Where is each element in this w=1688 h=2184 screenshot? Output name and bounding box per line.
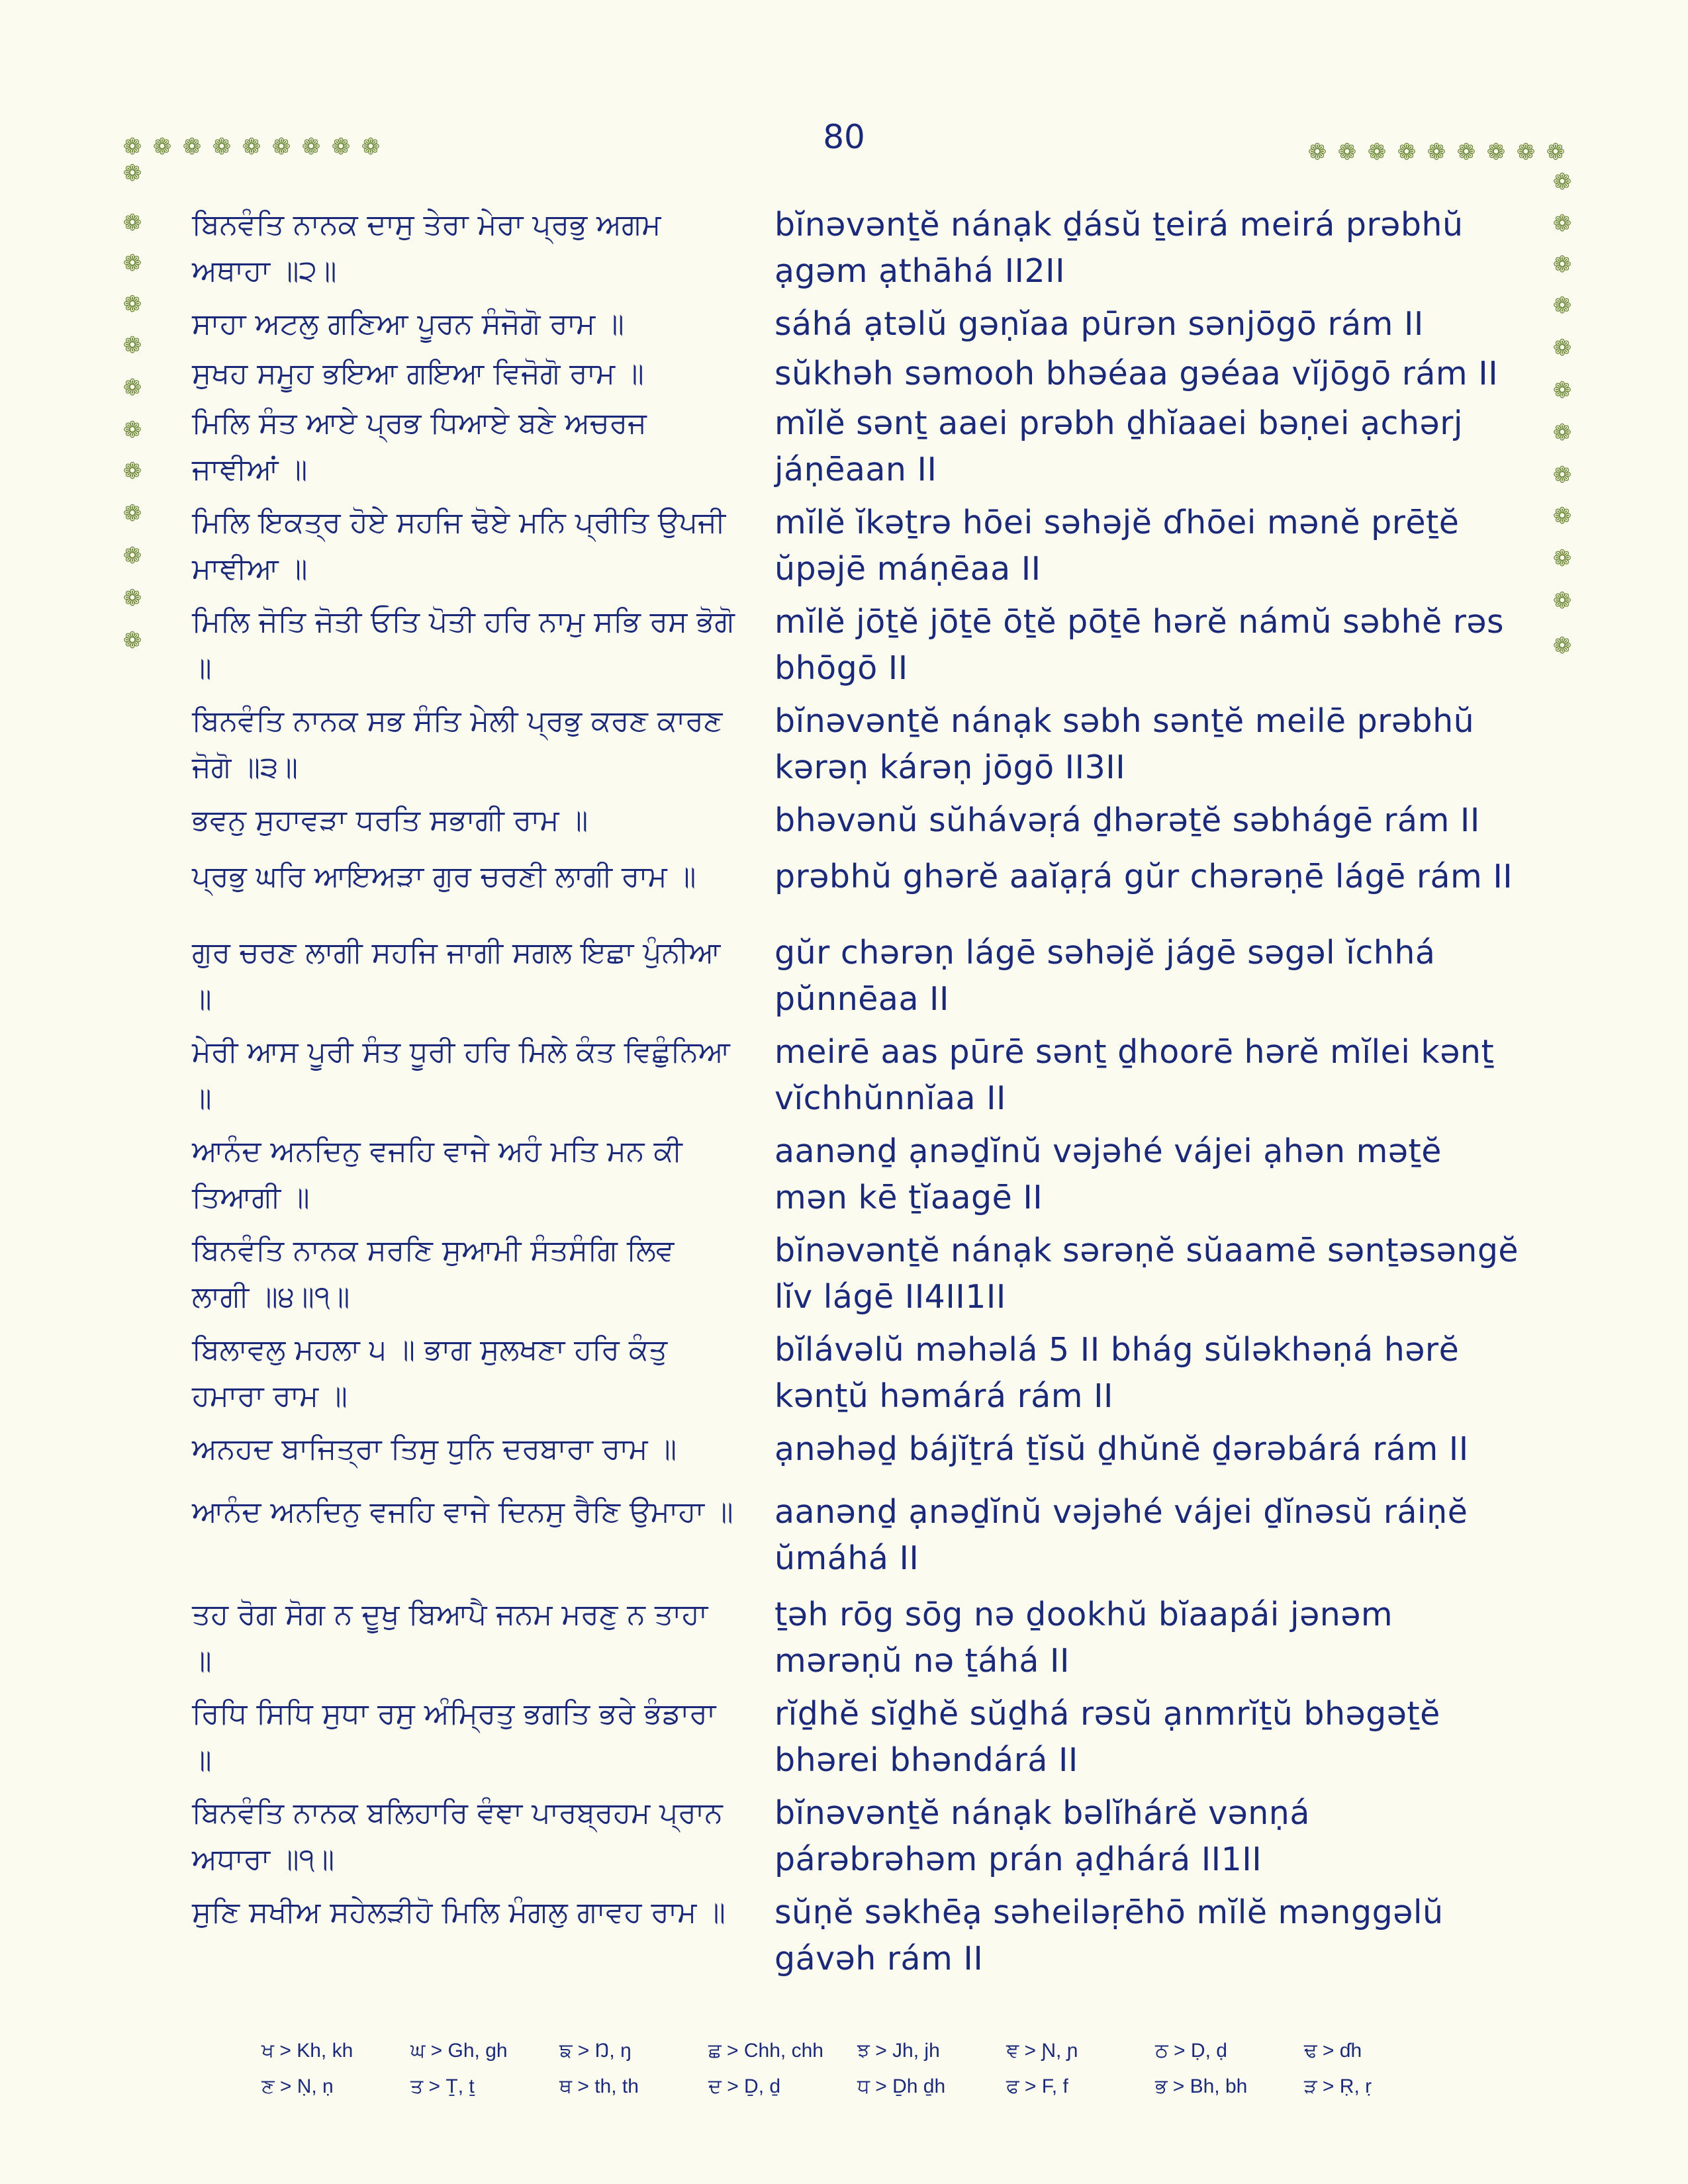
verse-row xyxy=(192,854,1523,900)
gurmukhi-line: ਬਿਨਵੰਤਿ ਨਾਨਕ ਸਭ ਸੰਤਿ ਮੇਲੀ ਪ੍ਰਭੁ ਕਰਣ ਕਾਰਣ ਜੋਗੋ ॥੩॥ xyxy=(192,704,723,784)
gurmukhi-line: ਮਿਲਿ ਸੰਤ ਆਏ ਪ੍ਰਭ ਧਿਆਏ ਬਣੇ ਅਚਰਜ ਜਾਞੀਆਂ ॥ xyxy=(192,406,647,486)
flower-icon: ❁ xyxy=(1397,139,1417,165)
verse-row xyxy=(192,797,1523,844)
flower-icon: ❁ xyxy=(1552,462,1572,488)
legend-item: ਢ > ɗh xyxy=(1304,2040,1362,2062)
flower-icon: ❁ xyxy=(1552,503,1572,529)
verse-row xyxy=(192,202,1523,295)
gurmukhi-line: ਮਿਲਿ ਇਕਤ੍ਰ ਹੋਏ ਸਹਜਿ ਢੋਏ ਮਨਿ ਪ੍ਰੀਤਿ ਉਪਜੀ ਮਾਞੀਆ ॥ xyxy=(192,506,726,586)
transliteration-line: ạnəhəḏ bájĭṯrá ṯĭsŭ ḏhŭnĕ ḏərəbárá rám II xyxy=(774,1430,1469,1468)
gurmukhi-line: ਰਿਧਿ ਸਿਧਿ ਸੁਧਾ ਰਸੁ ਅੰਮ੍ਰਿਤੁ ਭਗਤਿ ਭਰੇ ਭੰਡਾਰਾ ॥ xyxy=(192,1697,716,1777)
gurmukhi-line: ਅਨਹਦ ਬਾਜਿਤ੍ਰਾ ਤਿਸੁ ਧੁਨਿ ਦਰਬਾਰਾ ਰਾਮ ॥ xyxy=(192,1432,677,1466)
flower-icon: ❁ xyxy=(122,250,142,277)
flower-icon: ❁ xyxy=(331,134,351,160)
verse-row xyxy=(192,1426,1523,1473)
verse-row xyxy=(192,930,1523,1023)
flower-icon: ❁ xyxy=(122,627,142,654)
flower-icon: ❁ xyxy=(122,210,142,236)
verse-row xyxy=(192,1889,1523,1982)
legend-item: ਙ > Ŋ, ŋ xyxy=(559,2040,632,2062)
legend-item: ਛ > Chh, chh xyxy=(708,2040,823,2062)
flower-icon: ❁ xyxy=(122,458,142,484)
flower-icon: ❁ xyxy=(1552,335,1572,361)
legend-item: ਭ > Bh, bh xyxy=(1155,2075,1248,2097)
legend-item: ਖ > Kh, kh xyxy=(261,2040,353,2062)
flower-icon: ❁ xyxy=(301,134,321,160)
transliteration-line: bĭnəvənṯĕ nánạk ḏásŭ ṯeirá meirá prəbhŭ ạgəm ạthāhá II2II xyxy=(774,206,1464,290)
legend-item: ਘ > Gh, gh xyxy=(410,2040,508,2062)
gurmukhi-line: ਆਨੰਦ ਅਨਦਿਨੁ ਵਜਹਿ ਵਾਜੇ ਅਹੰ ਮਤਿ ਮਨ ਕੀ ਤਿਆਗੀ ॥ xyxy=(192,1134,682,1214)
flower-icon: ❁ xyxy=(1552,588,1572,614)
transliteration-line: bhəvənŭ sŭhávəṛá ḏhərəṯĕ səbhágē rám II xyxy=(774,801,1480,839)
verse-row xyxy=(192,500,1523,592)
legend-item: ਞ > Ɲ, ɲ xyxy=(1006,2040,1078,2062)
flower-icon: ❁ xyxy=(122,500,142,527)
verse-row xyxy=(192,1128,1523,1221)
gurmukhi-line: ਮਿਲਿ ਜੋਤਿ ਜੋਤੀ ਓਤਿ ਪੋਤੀ ਹਰਿ ਨਾਮੁ ਸਭਿ ਰਸ ਭੋਗੋ ॥ xyxy=(192,605,735,685)
flower-icon: ❁ xyxy=(122,134,142,160)
legend-item: ੜ > Ṛ, ṛ xyxy=(1304,2075,1372,2097)
flower-icon: ❁ xyxy=(212,134,232,160)
gurmukhi-line: ਸਾਹਾ ਅਟਲੁ ਗਣਿਆ ਪੂਰਨ ਸੰਜੋਗੋ ਰਾਮ ॥ xyxy=(192,307,624,341)
verse-row xyxy=(192,698,1523,791)
flower-icon: ❁ xyxy=(122,375,142,401)
flower-icon: ❁ xyxy=(1486,139,1506,165)
gurmukhi-line: ਬਿਨਵੰਤਿ ਨਾਨਕ ਬਲਿਹਾਰਿ ਵੰਞਾ ਪਾਰਬ੍ਰਹਮ ਪ੍ਰਾਨ ਅਧਾਰਾ ॥੧॥ xyxy=(192,1796,723,1876)
legend-item: ਤ > Ṯ, ṯ xyxy=(410,2075,475,2097)
flower-icon: ❁ xyxy=(1307,139,1327,165)
verse-row xyxy=(192,301,1523,347)
flower-icon: ❁ xyxy=(1367,139,1387,165)
gurmukhi-line: ਗੁਰ ਚਰਣ ਲਾਗੀ ਸਹਜਿ ਜਾਗੀ ਸਗਲ ਇਛਾ ਪੁੰਨੀਆ ॥ xyxy=(192,936,721,1016)
flower-icon: ❁ xyxy=(1552,251,1572,278)
transliteration-line: rĭḏhĕ sĭḏhĕ sŭḏhá rəsŭ ạnmrĭṯŭ bhəgəṯĕ bhərei bhəndárá II xyxy=(774,1695,1440,1779)
flower-icon: ❁ xyxy=(122,585,142,612)
gurmukhi-line: ਬਿਨਵੰਤਿ ਨਾਨਕ ਦਾਸੁ ਤੇਰਾ ਮੇਰਾ ਪ੍ਰਭੁ ਅਗਮ ਅਥਾਹਾ ॥੨॥ xyxy=(192,208,661,288)
verse-row xyxy=(192,1228,1523,1320)
transliteration-line: mĭlĕ jōṯĕ jōṯē ōṯĕ pōṯē hərĕ námŭ səbhĕ rəs bhōgō II xyxy=(774,603,1505,687)
transliteration-line: mĭlĕ sənṯ aaei prəbh ḏhĭaaei bəṇei ạchərj jáṇēaan II xyxy=(774,404,1463,488)
verse-row xyxy=(192,1691,1523,1784)
flower-icon: ❁ xyxy=(1552,633,1572,659)
verse-row xyxy=(192,1327,1523,1420)
flower-icon: ❁ xyxy=(122,543,142,569)
flower-icon: ❁ xyxy=(1337,139,1357,165)
flower-icon: ❁ xyxy=(122,160,142,187)
flower-icon: ❁ xyxy=(122,417,142,443)
page-number: 80 xyxy=(823,118,865,156)
verse-row xyxy=(192,599,1523,692)
transliteration-line: sŭṇĕ səkhēạ səheiləṛēhō mĭlĕ mənggəlŭ gávəh rám II xyxy=(774,1893,1444,1978)
transliteration-line: bĭnəvənṯĕ nánạk sərəṇĕ sŭaamē sənṯəsəngĕ lĭv lágē II4II1II xyxy=(774,1232,1519,1316)
transliteration-line: sáhá ạtəlŭ gəṇĭaa pūrən sənjōgō rám II xyxy=(774,305,1424,343)
gurmukhi-line: ਮੇਰੀ ਆਸ ਪੂਰੀ ਸੰਤ ਧੂਰੀ ਹਰਿ ਮਿਲੇ ਕੰਤ ਵਿਛੁੰਨਿਆ ॥ xyxy=(192,1035,730,1115)
gurmukhi-line: ਬਿਲਾਵਲੁ ਮਹਲਾ ੫ ॥ ਭਾਗ ਸੁਲਖਣਾ ਹਰਿ ਕੰਤੁ ਹਮਾਰਾ ਰਾਮ ॥ xyxy=(192,1333,667,1413)
gurmukhi-line: ਆਨੰਦ ਅਨਦਿਨੁ ਵਜਹਿ ਵਾਜੇ ਦਿਨਸੁ ਰੈਣਿ ਉਮਾਹਾ ॥ xyxy=(192,1495,733,1529)
transliteration-line: gŭr chərəṇ lágē səhəjĕ jágē səgəl ĭchhá pŭnnēaa II xyxy=(774,934,1436,1018)
transliteration-legend xyxy=(261,2033,1453,2105)
verse-row xyxy=(192,1592,1523,1684)
transliteration-line: sŭkhəh səmooh bhəéaa gəéaa vĭjōgō rám II xyxy=(774,355,1499,392)
legend-item: ਠ > Ḍ, ḍ xyxy=(1155,2040,1227,2062)
transliteration-line: mĭlĕ ĭkəṯrə hōei səhəjĕ ɗhōei mənĕ prēṯĕ ŭpəjē máṇēaa II xyxy=(774,504,1460,588)
flower-icon: ❁ xyxy=(122,332,142,359)
transliteration-line: aanənḏ ạnəḏĭnŭ vəjəhé vájei ạhən məṯĕ mən kē ṯĭaagē II xyxy=(774,1132,1442,1216)
flower-icon: ❁ xyxy=(1546,139,1566,165)
transliteration-line: prəbhŭ ghərĕ aaĭạṛá gŭr chərəṇē lágē rám II xyxy=(774,858,1513,895)
legend-item: ਧ > Ḏh ḏh xyxy=(857,2075,946,2097)
legend-item: ਣ > Ṇ, ṇ xyxy=(261,2075,334,2097)
flower-icon: ❁ xyxy=(1427,139,1446,165)
flower-icon: ❁ xyxy=(1552,545,1572,572)
gurmukhi-line: ਸੁਣਿ ਸਖੀਅ ਸਹੇਲੜੀਹੋ ਮਿਲਿ ਮੰਗਲੁ ਗਾਵਹ ਰਾਮ ॥ xyxy=(192,1895,726,1929)
flower-icon: ❁ xyxy=(1552,420,1572,446)
flower-icon: ❁ xyxy=(242,134,261,160)
verse-row xyxy=(192,351,1523,397)
legend-item: ਥ > th, th xyxy=(559,2075,639,2097)
verse-row xyxy=(192,1489,1523,1582)
flower-icon: ❁ xyxy=(271,134,291,160)
transliteration-line: bĭnəvənṯĕ nánạk bəlĭhárĕ vənṇá párəbrəhəm prán ạḏhárá II1II xyxy=(774,1794,1310,1878)
flower-icon: ❁ xyxy=(1552,293,1572,319)
transliteration-line: bĭnəvənṯĕ nánạk səbh sənṯĕ meilē prəbhŭ kərəṇ kárəṇ jōgō II3II xyxy=(774,702,1475,786)
verse-row xyxy=(192,1790,1523,1883)
flower-icon: ❁ xyxy=(152,134,172,160)
transliteration-line: aanənḏ ạnəḏĭnŭ vəjəhé vájei ḏĭnəsŭ ráiṇĕ ŭmáhá II xyxy=(774,1493,1468,1577)
flower-icon: ❁ xyxy=(1552,377,1572,404)
flower-icon: ❁ xyxy=(1516,139,1536,165)
gurmukhi-line: ਭਵਨੁ ਸੁਹਾਵੜਾ ਧਰਤਿ ਸਭਾਗੀ ਰਾਮ ॥ xyxy=(192,803,588,837)
verse-row xyxy=(192,400,1523,493)
legend-item: ਝ > Jh, jh xyxy=(857,2040,940,2062)
gurmukhi-line: ਬਿਨਵੰਤਿ ਨਾਨਕ ਸਰਣਿ ਸੁਆਮੀ ਸੰਤਸੰਗਿ ਲਿਵ ਲਾਗੀ ॥੪॥੧॥ xyxy=(192,1234,675,1314)
flower-icon: ❁ xyxy=(122,291,142,318)
flower-icon: ❁ xyxy=(1552,169,1572,195)
transliteration-line: bĭlávəlŭ məhəlá 5 II bhág sŭləkhəṇá hərĕ kənṯŭ həmárá rám II xyxy=(774,1331,1460,1415)
flower-icon: ❁ xyxy=(182,134,202,160)
gurmukhi-line: ਸੁਖਹ ਸਮੂਹ ਭਇਆ ਗਇਆ ਵਿਜੋਗੋ ਰਾਮ ॥ xyxy=(192,357,644,390)
verse-row xyxy=(192,1029,1523,1122)
flower-icon: ❁ xyxy=(1552,210,1572,237)
legend-item: ਫ > F, f xyxy=(1006,2075,1068,2097)
flower-icon: ❁ xyxy=(361,134,381,160)
legend-item: ਦ > Ḏ, ḏ xyxy=(708,2075,781,2097)
flower-icon: ❁ xyxy=(1456,139,1476,165)
transliteration-line: ṯəh rōg sōg nə ḏookhŭ bĭaapái jənəm mərəṇŭ nə ṯáhá II xyxy=(774,1596,1393,1680)
transliteration-line: meirē aas pūrē sənṯ ḏhoorē hərĕ mĭlei kənṯ vĭchhŭnnĭaa II xyxy=(774,1033,1495,1117)
gurmukhi-line: ਪ੍ਰਭੁ ਘਰਿ ਆਇਅੜਾ ਗੁਰ ਚਰਣੀ ਲਾਗੀ ਰਾਮ ॥ xyxy=(192,860,696,893)
gurmukhi-line: ਤਹ ਰੋਗ ਸੋਗ ਨ ਦੂਖੁ ਬਿਆਪੈ ਜਨਮ ਮਰਣੁ ਨ ਤਾਹਾ ॥ xyxy=(192,1598,708,1678)
